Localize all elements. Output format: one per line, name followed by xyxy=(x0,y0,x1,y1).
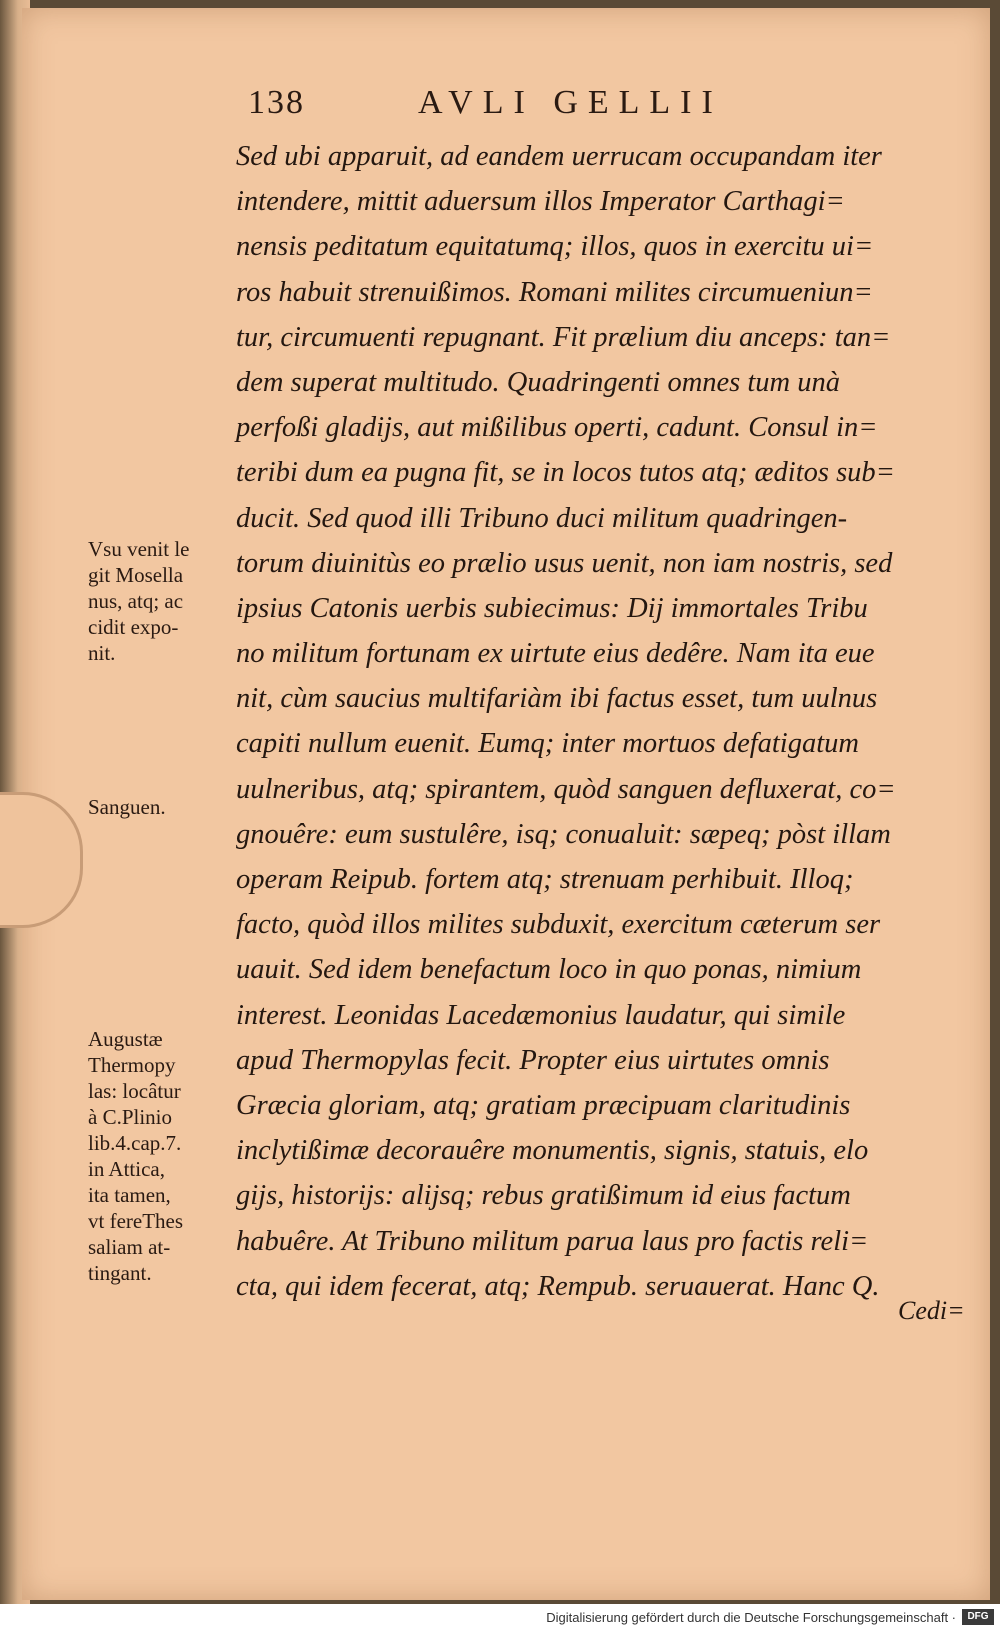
text-line: uulneribus, atq; spirantem, quòd sanguen defluxerat, co= xyxy=(236,773,896,805)
text-line: habuêre. At Tribuno militum parua laus pro factis reli= xyxy=(236,1225,869,1257)
text-line: inclytißimæ decorauêre monumentis, signis, statuis, elo xyxy=(236,1135,869,1167)
margin-note-line: tingant. xyxy=(88,1261,152,1285)
margin-note-augustae xyxy=(88,1026,238,1286)
page-header xyxy=(248,84,968,132)
text-line: ducit. Sed quod illi Tribuno duci militum quadringen- xyxy=(236,502,848,534)
margin-note-line: Thermopy xyxy=(88,1053,176,1077)
footer-bar xyxy=(0,1604,1000,1632)
margin-note-line: in Attica, xyxy=(88,1157,165,1181)
text-line: ipsius Catonis uerbis subiecimus: Dij immortales Tribu xyxy=(236,592,868,624)
text-line: gijs, historijs: alijsq; rebus gratißimum id eius factum xyxy=(236,1180,851,1212)
text-line: apud Thermopylas fecit. Propter eius uirtutes omnis xyxy=(236,1044,830,1076)
text-line: gnouêre: eum sustulêre, isq; conualuit: sæpeq; pòst illam xyxy=(236,818,891,850)
text-line: operam Reipub. fortem atq; strenuam perhibuit. Illoq; xyxy=(236,864,854,895)
margin-note-line: à C.Plinio xyxy=(88,1105,173,1129)
margin-note-line: lib.4.cap.7. xyxy=(88,1131,182,1155)
margin-note-line: saliam at- xyxy=(88,1235,171,1259)
text-line: Græcia gloriam, atq; gratiam præcipuam claritudinis xyxy=(236,1089,851,1121)
text-line: interest. Leonidas Lacedæmonius laudatur, qui simile xyxy=(236,999,846,1031)
text-line: teribi dum ea pugna fit, se in locos tutos atq; æditos sub= xyxy=(236,457,895,489)
text-line: nensis peditatum equitatumq; illos, quos in exercitu ui= xyxy=(236,231,874,263)
margin-note-line: nit. xyxy=(88,641,116,665)
footer-credit: Digitalisierung gefördert durch die Deutsche Forschungsgemeinschaft · xyxy=(546,1610,956,1625)
margin-note-line: git Mosella xyxy=(88,563,184,587)
text-line: Sed ubi apparuit, ad eandem uerrucam occupandam iter xyxy=(236,141,882,172)
margin-note-line: Sanguen. xyxy=(88,795,166,819)
margin-note-line: nus, atq; ac xyxy=(88,589,184,613)
folio-number: 138 xyxy=(248,84,305,121)
catchword: Cedi= xyxy=(898,1296,965,1325)
text-line: torum diuinitùs eo prælio usus uenit, non iam nostris, sed xyxy=(236,547,893,579)
margin-note-usu-venit xyxy=(88,536,238,666)
running-head: AVLI GELLII xyxy=(418,84,723,121)
main-text xyxy=(236,134,976,1309)
margin-note-line: cidit expo- xyxy=(88,615,179,639)
margin-note-sanguen xyxy=(88,794,238,820)
text-line: dem superat multitudo. Quadringenti omnes tum unà xyxy=(236,366,841,398)
text-line: intendere, mittit aduersum illos Imperator Carthagi= xyxy=(236,186,845,218)
text-line: perfoßi gladijs, aut mißilibus operti, cadunt. Consul in= xyxy=(236,412,878,444)
margin-note-line: Augustæ xyxy=(88,1027,163,1051)
text-line: ros habuit strenuißimos. Romani milites circumueniun= xyxy=(236,276,873,308)
margin-note-line: Vsu venit le xyxy=(88,537,190,561)
margin-note-line: ita tamen, xyxy=(88,1183,171,1207)
text-line: tur, circumuenti repugnant. Fit prælium diu anceps: tan= xyxy=(236,321,891,353)
margin-note-line: vt fereThes xyxy=(88,1209,184,1233)
text-line: uauit. Sed idem benefactum loco in quo ponas, nimium xyxy=(236,954,862,986)
text-line: capiti nullum euenit. Eumq; inter mortuos defatigatum xyxy=(236,728,859,760)
dfg-logo-icon: DFG xyxy=(962,1609,994,1625)
text-line: nit, cùm saucius multifariàm ibi factus esset, tum uulnus xyxy=(236,683,878,715)
text-line: cta, qui idem fecerat, atq; Rempub. seruauerat. Hanc Q. xyxy=(236,1270,880,1302)
margin-note-line: las: locâtur xyxy=(88,1079,181,1103)
text-line: facto, quòd illos milites subduxit, exercitum cæterum ser xyxy=(236,909,881,941)
text-line: no militum fortunam ex uirtute eius dedêre. Nam ita eue xyxy=(236,638,875,670)
